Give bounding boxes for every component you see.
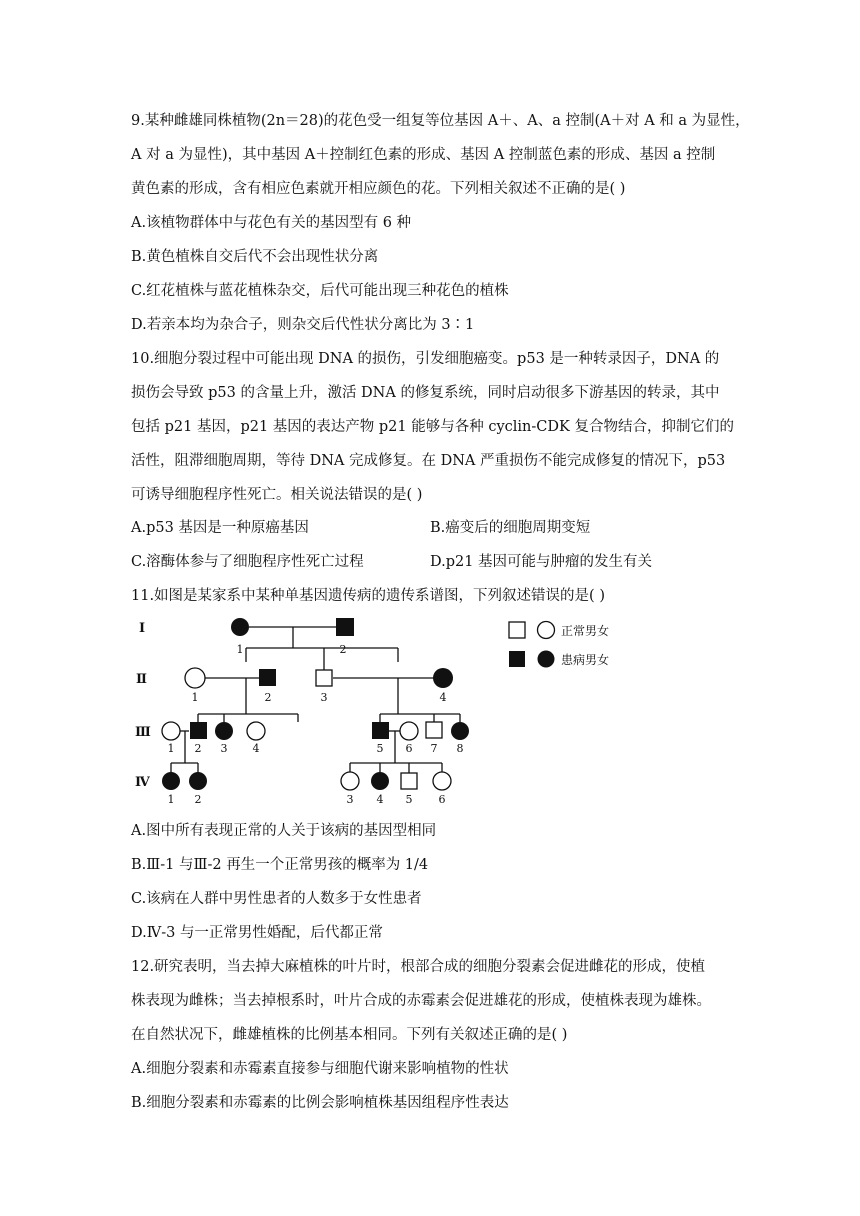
pedigree-iii-1-normal-female xyxy=(162,722,180,740)
q10-option-b: B.癌变后的细胞周期变短 xyxy=(430,520,591,536)
q12-stem-line-3: 在自然状况下，雌雄植株的比例基本相同。下列有关叙述正确的是( ) xyxy=(131,1027,568,1043)
q10-stem-line-5: 可诱导细胞程序性死亡。相关说法错误的是( ) xyxy=(131,487,423,503)
label-iv-5: 5 xyxy=(405,793,413,806)
pedigree-iv-6-normal-female xyxy=(433,772,451,790)
pedigree-iii-6-normal-female xyxy=(400,722,418,740)
label-iii-1: 1 xyxy=(167,742,175,755)
pedigree-chart xyxy=(130,612,650,812)
generation-label-i: Ⅰ xyxy=(139,621,146,636)
pedigree-iv-1-affected-female xyxy=(162,772,180,790)
pedigree-ii-4-affected-female xyxy=(433,668,453,688)
label-iv-6: 6 xyxy=(438,793,446,806)
q10-option-c: C.溶酶体参与了细胞程序性死亡过程 xyxy=(131,554,364,570)
q11-option-b: B.Ⅲ-1 与Ⅲ-2 再生一个正常男孩的概率为 1/4 xyxy=(131,857,429,873)
pedigree-iv-2-affected-female xyxy=(189,772,207,790)
q9-option-c: C.红花植株与蓝花植株杂交，后代可能出现三种花色的植株 xyxy=(131,283,509,299)
legend-affected-female-icon xyxy=(538,651,555,668)
label-iii-7: 7 xyxy=(430,742,438,755)
q12-option-b: B.细胞分裂素和赤霉素的比例会影响植株基因组程序性表达 xyxy=(131,1095,509,1111)
pedigree-i-1-affected-female xyxy=(231,618,249,636)
legend-normal-male-icon xyxy=(509,622,525,638)
pedigree-iii-7-normal-male xyxy=(426,722,442,738)
label-iv-1: 1 xyxy=(167,793,175,806)
q10-stem-line-1: 10.细胞分裂过程中可能出现 DNA 的损伤，引发细胞癌变。p53 是一种转录因子，DNA 的 xyxy=(131,351,720,367)
q10-stem-line-3: 包括 p21 基因，p21 基因的表达产物 p21 能够与各种 cyclin-CDK 复合物结合，抑制它们的 xyxy=(131,419,734,435)
q9-option-d: D.若亲本均为杂合子，则杂交后代性状分离比为 3∶1 xyxy=(131,317,475,333)
q11-option-c: C.该病在人群中男性患者的人数多于女性患者 xyxy=(131,891,422,907)
pedigree-iii-2-affected-male xyxy=(190,722,207,739)
label-i-2: 2 xyxy=(339,643,347,656)
q9-stem-line-1: 9.某种雌雄同株植物(2n＝28)的花色受一组复等位基因 A＋、A、a 控制(A＋对 A 和 a 为显性， xyxy=(131,113,750,129)
q10-stem-line-2: 损伤会导致 p53 的含量上升，激活 DNA 的修复系统，同时启动很多下游基因的转录，其中 xyxy=(131,385,720,401)
label-iv-3: 3 xyxy=(346,793,354,806)
label-iv-2: 2 xyxy=(194,793,202,806)
label-iv-4: 4 xyxy=(376,793,384,806)
q9-stem-line-2: A 对 a 为显性)，其中基因 A＋控制红色素的形成、基因 A 控制蓝色素的形成、基因 a 控制 xyxy=(131,147,716,163)
label-iii-5: 5 xyxy=(376,742,384,755)
legend-affected-male-icon xyxy=(509,651,525,667)
pedigree-iii-8-affected-female xyxy=(451,722,469,740)
legend-normal-label: 正常男女 xyxy=(561,624,610,638)
pedigree-iii-4-normal-female xyxy=(247,722,265,740)
q12-stem-line-1: 12.研究表明，当去掉大麻植株的叶片时，根部合成的细胞分裂素会促进雌花的形成，使植 xyxy=(131,959,706,975)
legend-affected-label: 患病男女 xyxy=(561,653,610,667)
q10-option-d: D.p21 基因可能与肿瘤的发生有关 xyxy=(430,554,653,570)
q10-stem-line-4: 活性，阻滞细胞周期，等待 DNA 完成修复。在 DNA 严重损伤不能完成修复的情况下，p53 xyxy=(131,453,726,469)
pedigree-iii-5-affected-male xyxy=(372,722,389,739)
q9-option-a: A.该植物群体中与花色有关的基因型有 6 种 xyxy=(131,215,412,231)
label-iii-4: 4 xyxy=(252,742,260,755)
label-ii-4: 4 xyxy=(439,691,447,704)
generation-label-iv: Ⅳ xyxy=(135,775,150,790)
generation-label-iii: Ⅲ xyxy=(135,725,151,740)
pedigree-ii-1-normal-female xyxy=(185,668,205,688)
label-ii-2: 2 xyxy=(264,691,272,704)
q11-option-d: D.Ⅳ-3 与一正常男性婚配，后代都正常 xyxy=(131,925,383,941)
label-iii-3: 3 xyxy=(220,742,228,755)
label-iii-6: 6 xyxy=(405,742,413,755)
q9-option-b: B.黄色植株自交后代不会出现性状分离 xyxy=(131,249,379,265)
pedigree-iv-4-affected-female xyxy=(371,772,389,790)
pedigree-iii-3-affected-female xyxy=(215,722,233,740)
legend-normal-female-icon xyxy=(538,622,555,639)
q12-stem-line-2: 株表现为雌株；当去掉根系时，叶片合成的赤霉素会促进雄花的形成，使植株表现为雄株。 xyxy=(131,993,711,1009)
generation-label-ii: Ⅱ xyxy=(136,672,147,687)
pedigree-ii-3-normal-male xyxy=(316,670,332,686)
pedigree-i-2-affected-male xyxy=(336,618,354,636)
pedigree-ii-2-affected-male xyxy=(259,669,276,686)
q12-option-a: A.细胞分裂素和赤霉素直接参与细胞代谢来影响植物的性状 xyxy=(131,1061,509,1077)
q11-stem: 11.如图是某家系中某种单基因遗传病的遗传系谱图，下列叙述错误的是( ) xyxy=(131,588,605,604)
pedigree-iv-5-normal-male xyxy=(401,773,417,789)
q10-option-a: A.p53 基因是一种原癌基因 xyxy=(131,520,309,536)
q11-option-a: A.图中所有表现正常的人关于该病的基因型相同 xyxy=(131,823,437,839)
q9-stem-line-3: 黄色素的形成，含有相应色素就开相应颜色的花。下列相关叙述不正确的是( ) xyxy=(131,181,626,197)
label-iii-8: 8 xyxy=(456,742,464,755)
label-ii-3: 3 xyxy=(320,691,328,704)
label-iii-2: 2 xyxy=(194,742,202,755)
label-i-1: 1 xyxy=(236,643,244,656)
label-ii-1: 1 xyxy=(191,691,199,704)
pedigree-iv-3-normal-female xyxy=(341,772,359,790)
